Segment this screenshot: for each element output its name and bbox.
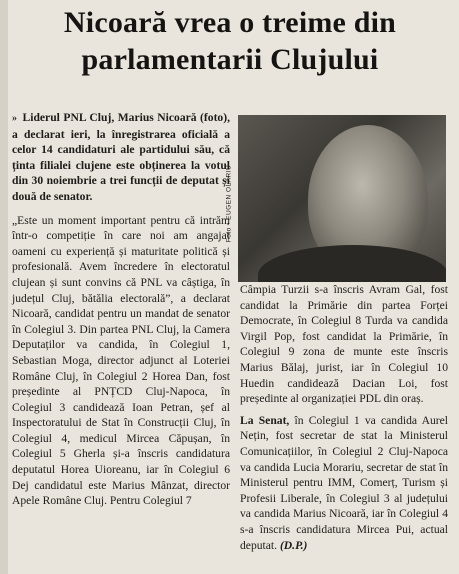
portrait-photo <box>238 115 446 282</box>
article-body-right-1: Câmpia Turzii s-a înscris Avram Gal, fost candidat la Primărie din partea Forței Democrate, în Colegiul 8 Turda va candida Virgil Pop, fost candidat la Primărie, în Colegiul 9 zona de munte este înscris Marius Bălaj, jurist, iar în Colegiul 10 Huedin candidează Dacian Loi, fost președinte al organizației PDL din oraș. <box>240 283 448 406</box>
lead-marker-icon: » <box>12 113 17 124</box>
author-signature: (D.P.) <box>279 538 308 552</box>
senate-text: în Colegiul 1 va candida Aurel Nețin, fost secretar de stat la Ministerul Comunicațiilor, în Colegiul 2 Cluj-Napoca va candida Lucia Morariu, secretar de stat în Ministerul pentru IMM, Comerț, Turism și Profesii Liberale, în Colegiul 3 al județului va candida Marius Nicoară, iar în Colegiul 4 s-a înscris candidatura Mircea Pui, actual deputat. <box>240 413 448 552</box>
lead-text: Liderul PNL Cluj, Marius Nicoară (foto), a declarat ieri, la înregistrarea oficială a celor 14 candidaturi ale partidului său, că ținta filialei clujene este obținerea la votul din 30 noiembrie a trei funcții de deputat și două de senator. <box>12 111 230 203</box>
photo-shoulder <box>258 245 446 282</box>
page-edge <box>0 0 8 574</box>
photo-credit <box>222 138 236 278</box>
article-body-right-2 <box>240 413 448 553</box>
article-column-right <box>240 282 448 559</box>
article-headline: Nicoară vrea o treime din parlamentarii Clujului <box>63 6 397 76</box>
article-column-left <box>12 110 230 509</box>
article-body-left: „Este un moment important pentru că intrăm într-o competiție în care noi am angajat oameni cu experiență și maturitate politică și profesională. Avem încredere în electoratul clujean și sunt convins că PNL va câștiga, în județul Cluj, bătălia electorală”, a declarat Nicoară, candidat pentru un mandat de senator în Colegiul 3. Din partea PNL Cluj, la Camera Deputaților va candida, în Colegiul 1, Sebastian Moga, director adjunct al Loteriei Române Cluj, în Colegiul 2 Horea Dan, fost președinte al PNȚCD Cluj-Napoca, în Colegiul 3 candidează Ioan Petran, șef al Inspectoratului de Stat în Construcții Cluj, în Colegiul 4, medicul Mircea Căpușan, în Colegiul 5 Gherla și-a înscris candidatura deputatul Horea Uioreanu, iar în Colegiul 6 Dej candidatul este Marius Mânzat, director Apele Române Cluj. Pentru Colegiul 7 <box>12 213 230 508</box>
senate-lead: La Senat, <box>240 413 290 427</box>
article-lead <box>12 110 230 205</box>
photo-credit-text: Foto • EUGEN OLARIU <box>225 164 233 243</box>
